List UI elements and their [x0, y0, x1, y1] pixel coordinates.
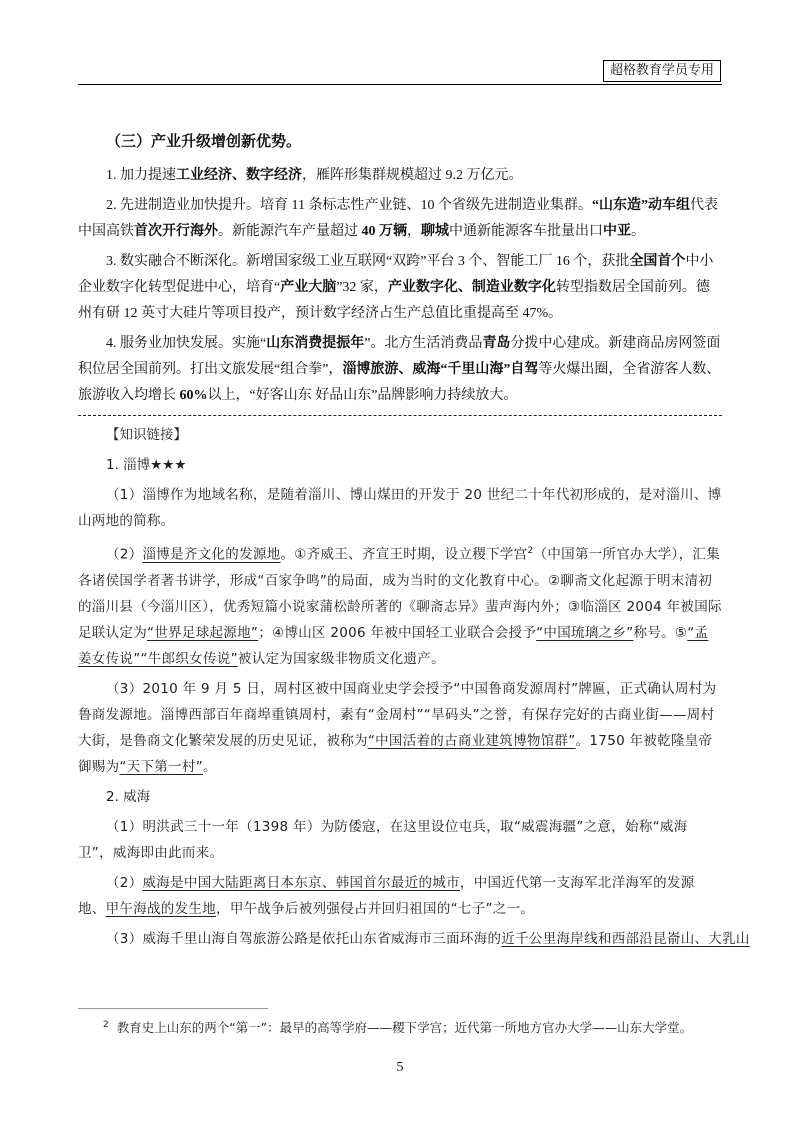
- paragraph-1: 1. 加力提速工业经济、数字经济，雁阵形集群规模超过 9.2 万亿元。: [106, 168, 523, 183]
- section-title: （三）产业升级增创新优势。: [106, 132, 302, 150]
- page-content: [78, 118, 750, 956]
- paragraph-3: 3. 数实融合不断深化。新增国家级工业互联网“双跨”平台 3 个、智能工厂 16 个，获批全国首个中小企业数字化转型促进中心，培育“产业大脑”32 家，产业数字化、制造业数字化转型指数居全国前列。德州有研 12 英寸大硅片等项目投产，预计数字经济占生产总值比重提高至 47%。: [78, 254, 714, 321]
- weihai-item-2: （2）威海是中国大陆距离日本东京、韩国首尔最近的城市，中国近代第一支海军北洋海军的发源地、甲午海战的发生地，甲午战争后被列强侵占并回归祖国的“七子”之一。: [78, 874, 695, 917]
- knowledge-title: 【知识链接】: [106, 427, 187, 443]
- zibo-item-2: （2）淄博是齐文化的发源地。①齐威王、齐宣王时期，设立稷下学宫$^2$（中国第一所官办大学），汇集各诸侯国学者著书讲学，形成“百家争鸣”的局面，成为当时的文化教育中心。②聊斋文化起源于明末清初的淄川县（今淄川区），优秀短篇小说家蒲松龄所著的《聊斋志异》蜚声海内外；③临淄区 2004 年被国际足联认定为“世界足球起源地”；④博山区 2006 年被中国轻工业联合会授予“中国琉璃之乡”称号。⑤“孟姜女传说”“牛郎织女传说”被认定为国家级非物质文化遗产。: [78, 546, 722, 667]
- zibo-item-1: （1）淄博作为地域名称，是随着淄川、博山煤田的开发于 20 世纪二十年代初形成的，是对淄川、博山两地的简称。: [78, 487, 722, 529]
- page-number: 5: [396, 1060, 404, 1075]
- header-rule: [78, 84, 722, 85]
- footnote-ref: 2: [527, 546, 534, 556]
- footnote: [103, 1018, 692, 1036]
- weihai-item-3: （3）威海千里山海自驾旅游公路是依托山东省威海市三面环海的近千公里海岸线和西部沿昆嵛山、大乳山: [106, 930, 750, 947]
- paragraph-2: 2. 先进制造业加快提升。培育 11 条标志性产业链、10 个省级先进制造业集群。“山东造”动车组代表中国高铁首次开行海外。新能源汽车产量超过 40 万辆，聊城中通新能源客车批量出口中亚。: [78, 198, 718, 239]
- zibo-title: 1. 淄博★★★: [106, 457, 187, 473]
- footnote-text: 教育史上山东的两个“第一”：最早的高等学府——稷下学宫；近代第一所地方官办大学——山东大学堂。: [116, 1020, 693, 1035]
- paragraph-4: 4. 服务业加快发展。实施“山东消费提振年”。北方生活消费品青岛分拨中心建成。新建商品房网签面积位居全国前列。打出文旅发展“组合拳”，淄博旅游、威海“千里山海”自驾等火爆出圈，全省游客人数、旅游收入均增长 60%以上，“好客山东 好品山东”品牌影响力持续放大。: [78, 336, 721, 403]
- weihai-title: 2. 威海: [106, 788, 151, 805]
- footnote-rule: [78, 1008, 268, 1009]
- weihai-item-1: （1）明洪武三十一年（1398 年）为防倭寇，在这里设位屯兵，取“威震海疆”之意，始称“威海卫”，威海即由此而来。: [78, 818, 688, 861]
- zibo-item-3: （3）2010 年 9 月 5 日，周村区被中国商业史学会授予“中国鲁商发源周村”牌匾，正式确认周村为鲁商发源地。淄博西部百年商埠重镇周村，素有“金周村”“旱码头”之誉，有保存完好的古商业街——周村大街，是鲁商文化繁荣发展的历史见证，被称为“中国活着的古商业建筑博物馆群”。1750 年被乾隆皇帝御赐为“天下第一村”。: [78, 680, 717, 775]
- dashed-divider: [78, 415, 722, 416]
- header-tag: 超格教育学员专用: [603, 60, 721, 82]
- footnote-mark: 2: [103, 1019, 109, 1030]
